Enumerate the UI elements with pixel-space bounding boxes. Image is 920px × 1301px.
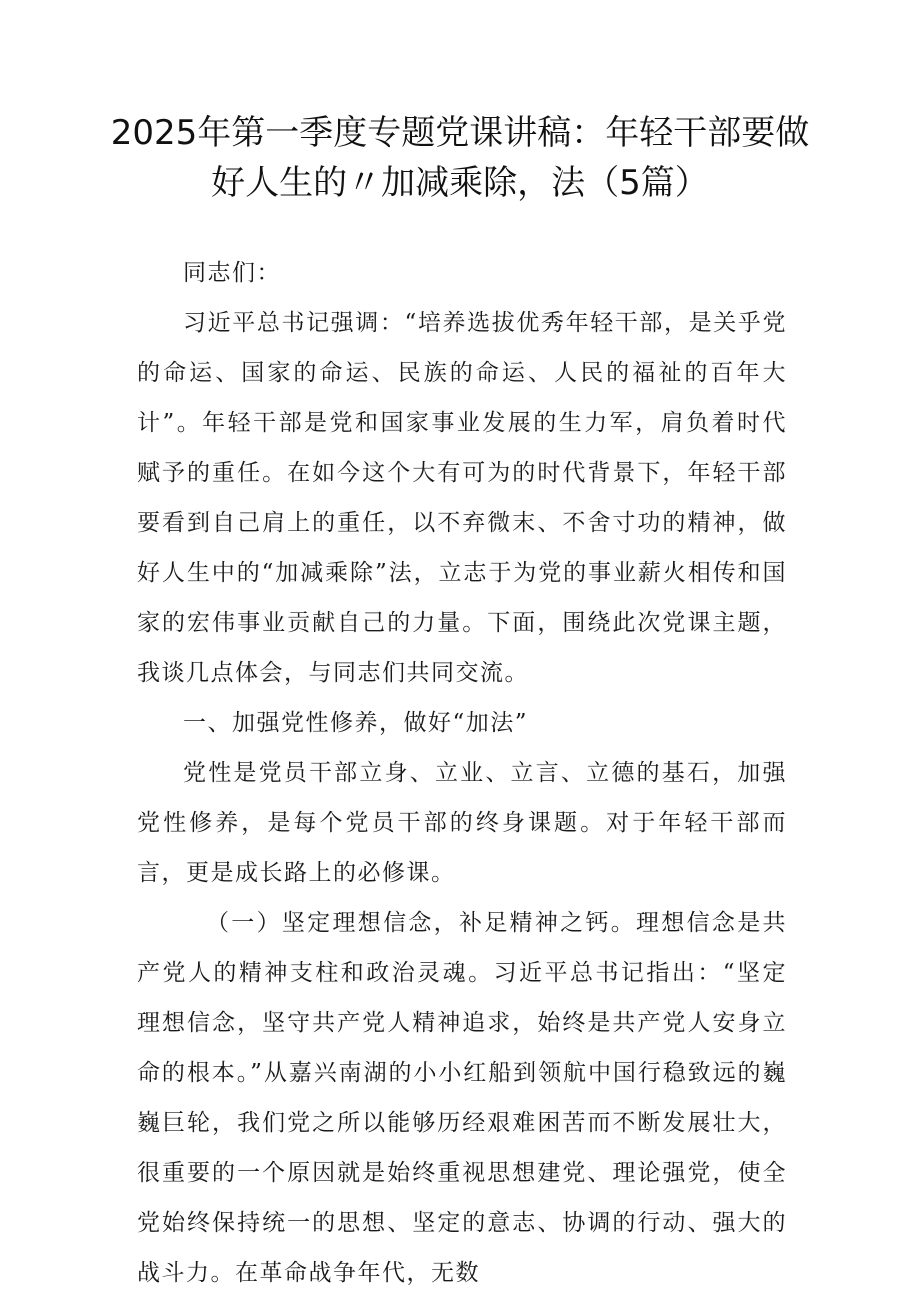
title-line-2: 好人生的〃加减乘除，法（5篇）	[211, 163, 709, 203]
section-heading-1: 一、加强党性修养，做好“加法”	[183, 710, 529, 736]
subsection-1: （一）坚定理想信念，补足精神之钙。理想信念是共产党人的精神支柱和政治灵魂。习近平总书记指出：“坚定理想信念，坚守共产党人精神追求，始终是共产党人安身立命的根本。”从嘉兴南湖的小小红船到领航中国行稳致远的巍巍巨轮，我们党之所以能够历经艰难困苦而不断发展壮大，很重要的一个原因就是始终重视思想建党、理论强党，使全党始终保持统一的思想、坚定的意志、协调的行动、强大的战斗力。在革命战争年代，无数	[137, 910, 787, 1286]
paragraph-intro: 习近平总书记强调：“培养选拔优秀年轻干部，是关乎党的命运、国家的命运、民族的命运、人民的福祉的百年大计”。年轻干部是党和国家事业发展的生力军，肩负着时代赋予的重任。在如今这个大有可为的时代背景下，年轻干部要看到自己肩上的重任，以不弃微末、不舍寸功的精神，做好人生中的“加减乘除”法，立志于为党的事业薪火相传和国家的宏伟事业贡献自己的力量。下面，围绕此次党课主题，我谈几点体会，与同志们共同交流。	[137, 310, 787, 686]
salutation: 同志们：	[183, 260, 281, 286]
document-title	[110, 108, 810, 208]
paragraph-party-spirit: 党性是党员干部立身、立业、立言、立德的基石，加强党性修养，是每个党员干部的终身课题。对于年轻干部而言，更是成长路上的必修课。	[137, 760, 787, 886]
title-line-1: 2025年第一季度专题党课讲稿：年轻干部要做	[110, 113, 810, 153]
document-body	[137, 248, 787, 1298]
